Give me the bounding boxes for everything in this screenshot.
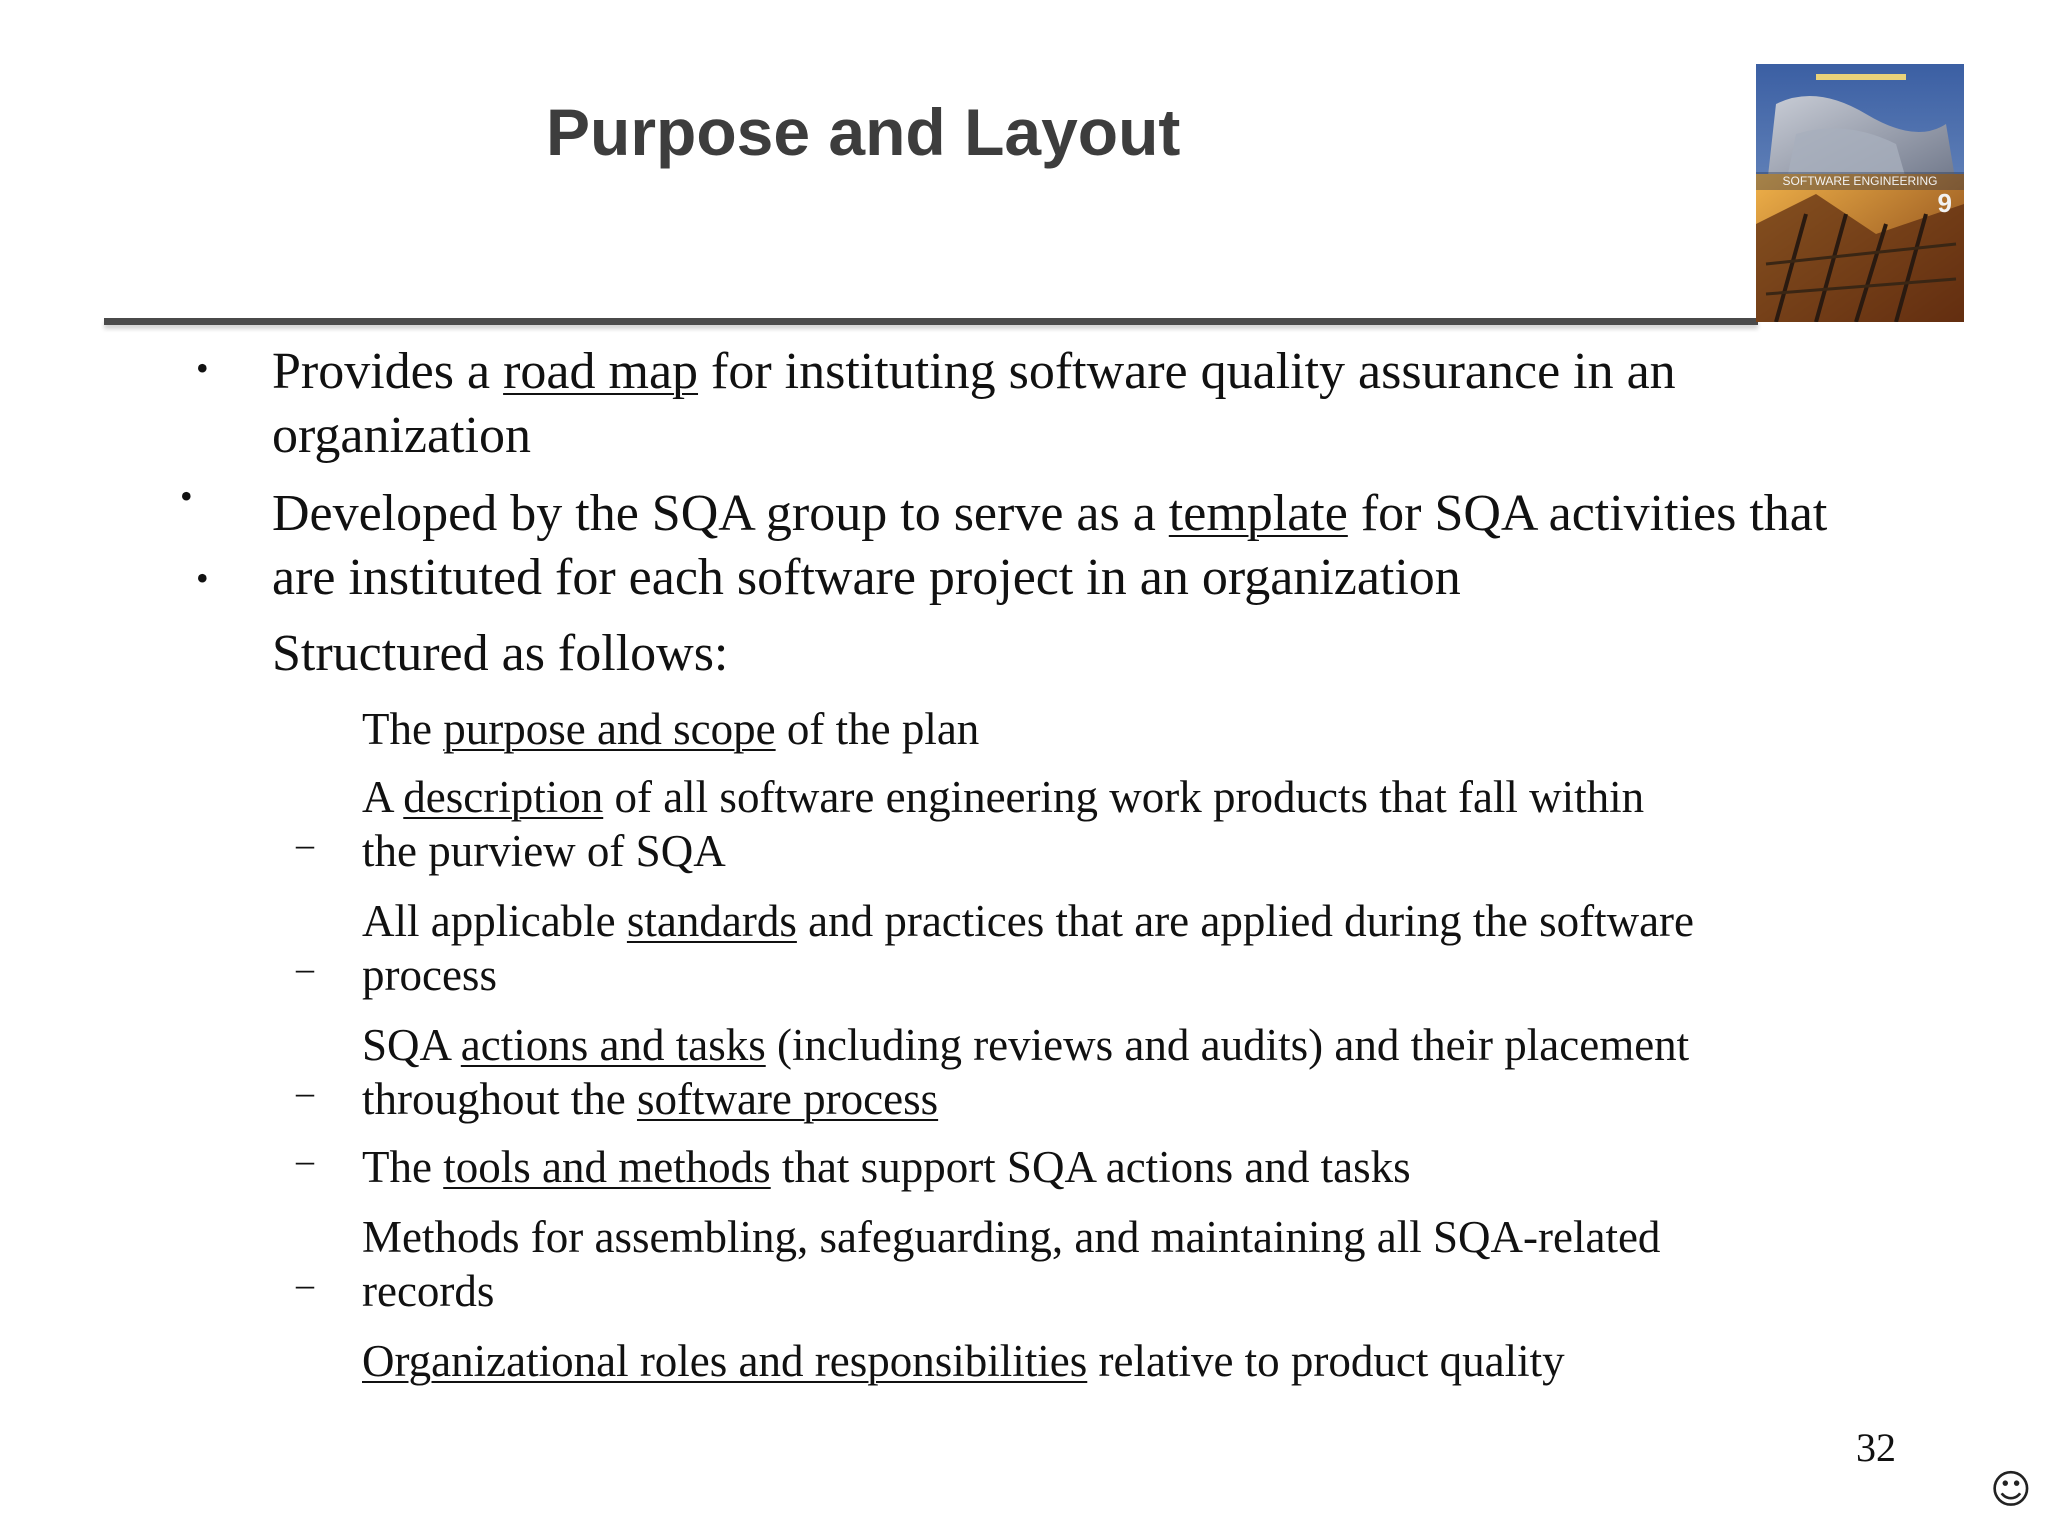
dash-marker: –	[296, 1140, 314, 1180]
sub-item-text: of all software engineering work products that fall within	[603, 772, 1645, 822]
dash-marker: –	[296, 824, 314, 864]
slide-title: Purpose and Layout	[546, 95, 1181, 169]
bullet-2-line-1	[272, 482, 1827, 546]
dash-marker: –	[296, 948, 314, 988]
sub-item-3-line-2: process	[362, 950, 497, 1000]
sub-item-text: The	[362, 704, 444, 754]
sub-item-6-line-2: records	[362, 1266, 495, 1316]
sub-item-7	[362, 1334, 1565, 1388]
svg-text:9: 9	[1937, 188, 1952, 218]
sub-item-text: All applicable	[362, 896, 627, 946]
sub-item-text: that support SQA actions and tasks	[770, 1142, 1411, 1192]
sub-item-text: of the plan	[775, 704, 980, 754]
purpose-and-scope-term: purpose and scope	[443, 704, 776, 754]
sub-item-6-line-1: Methods for assembling, safeguarding, and maintaining all SQA-related	[362, 1212, 1661, 1262]
tools-and-methods-term: tools and methods	[443, 1142, 771, 1192]
page-number: 32	[1856, 1425, 1896, 1470]
bullet-marker: •	[196, 558, 209, 598]
bullet-2-line-2: are instituted for each software project in an organization	[272, 549, 1461, 606]
sub-item-text: relative to product quality	[1087, 1336, 1565, 1386]
title-underline-rule	[104, 318, 1758, 325]
sub-item-text: and practices that are applied during the software	[796, 896, 1694, 946]
sub-item-2-line-2: the purview of SQA	[362, 826, 726, 876]
sub-item-text: (including reviews and audits) and their placement	[765, 1020, 1690, 1070]
sub-item-text: A	[362, 772, 404, 822]
actions-and-tasks-term: actions and tasks	[460, 1020, 766, 1070]
sub-item-text: throughout the	[362, 1074, 637, 1124]
dash-marker: –	[296, 1072, 314, 1112]
software-process-term: software process	[636, 1074, 939, 1124]
bullet-text: for instituting software quality assurance in an	[698, 343, 1676, 400]
standards-term: standards	[626, 896, 797, 946]
bullet-3-line-1: Structured as follows:	[272, 625, 729, 682]
bullet-marker: •	[180, 476, 193, 516]
organizational-roles-term: Organizational roles and responsibilities	[362, 1336, 1088, 1386]
bullet-1-line-1	[272, 340, 1676, 404]
book-cover-image	[1756, 64, 1964, 322]
description-term: description	[403, 772, 604, 822]
sub-item-1	[362, 702, 979, 756]
bullet-1-line-2: organization	[272, 407, 531, 464]
sub-item-4-line-1	[362, 1018, 1689, 1072]
sub-item-2-line-1	[362, 770, 1644, 824]
road-map-term: road map	[503, 343, 699, 400]
sub-item-4-line-2	[362, 1072, 938, 1126]
bullet-marker: •	[196, 348, 209, 388]
svg-text:SOFTWARE ENGINEERING: SOFTWARE ENGINEERING	[1782, 174, 1938, 188]
bullet-text: for SQA activities that	[1347, 485, 1828, 542]
book-cover-icon	[1756, 64, 1964, 322]
sub-item-text: SQA	[362, 1020, 461, 1070]
bullet-text: Provides a	[272, 343, 504, 400]
sub-item-text: The	[362, 1142, 444, 1192]
template-term: template	[1168, 485, 1348, 542]
sub-item-5	[362, 1140, 1411, 1194]
sub-item-3-line-1	[362, 894, 1694, 948]
dash-marker: –	[296, 1264, 314, 1304]
smiley-icon: ☺	[1990, 1467, 2032, 1513]
bullet-text: Developed by the SQA group to serve as a	[272, 485, 1169, 542]
